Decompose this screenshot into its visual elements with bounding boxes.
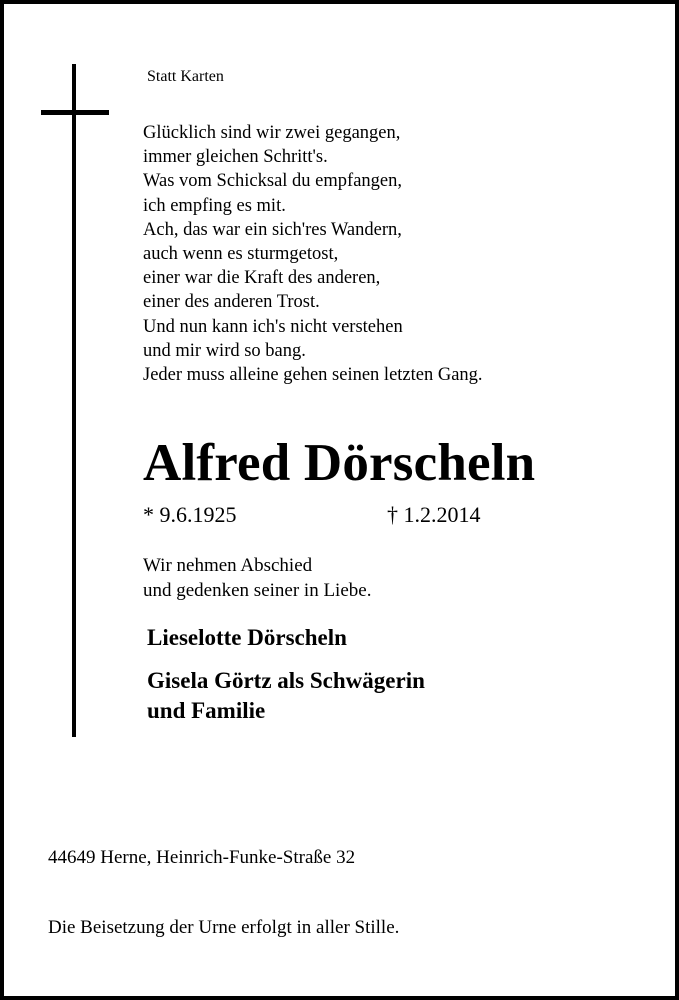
mourner-line: und Familie: [147, 698, 266, 723]
death-date: † 1.2.2014: [387, 502, 481, 527]
mourner-secondary: [147, 666, 425, 726]
poem-line: und mir wird so bang.: [143, 340, 306, 361]
poem-line: Was vom Schicksal du empfangen,: [143, 171, 402, 192]
birth-date: * 9.6.1925: [143, 502, 237, 527]
burial-note: Die Beisetzung der Urne erfolgt in aller Stille.: [48, 917, 400, 938]
cross-horizontal-bar: [41, 110, 109, 115]
farewell-line: und gedenken seiner in Liebe.: [143, 580, 372, 601]
poem-line: ich empfing es mit.: [143, 195, 286, 216]
poem-line: Jeder muss alleine gehen seinen letzten Gang.: [143, 365, 483, 386]
cross-vertical-bar: [72, 64, 76, 737]
poem-line: Und nun kann ich's nicht verstehen: [143, 316, 403, 337]
intro-text: Statt Karten: [147, 68, 224, 85]
poem-line: Ach, das war ein sich'res Wandern,: [143, 219, 402, 240]
farewell-text: [143, 553, 371, 603]
mourner-primary: Lieselotte Dörscheln: [147, 625, 347, 650]
address: 44649 Herne, Heinrich-Funke-Straße 32: [48, 847, 356, 868]
poem: [143, 121, 483, 387]
mourner-line: Gisela Görtz als Schwägerin: [147, 668, 425, 693]
poem-line: Glücklich sind wir zwei gegangen,: [143, 123, 401, 143]
poem-line: einer war die Kraft des anderen,: [143, 268, 381, 289]
farewell-line: Wir nehmen Abschied: [143, 555, 313, 576]
poem-line: einer des anderen Trost.: [143, 292, 320, 313]
poem-line: immer gleichen Schritt's.: [143, 147, 328, 168]
poem-line: auch wenn es sturmgetost,: [143, 244, 339, 265]
deceased-name: Alfred Dörscheln: [143, 434, 536, 492]
